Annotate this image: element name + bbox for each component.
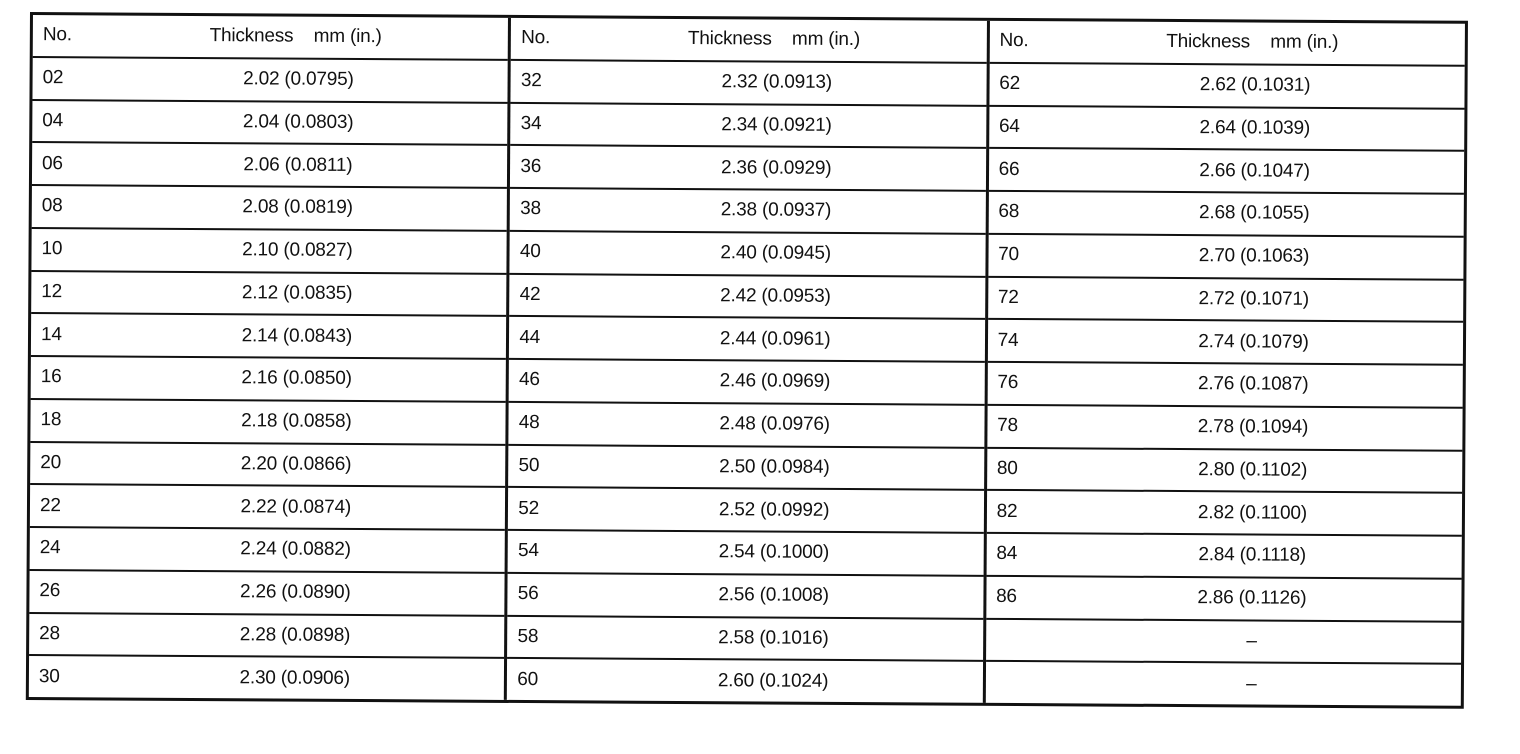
table-row [509,360,985,406]
cell-thickness: 2.30 (0.0906) [239,666,351,689]
table-row [32,101,508,147]
cell-thickness: 2.54 (0.1000) [718,541,830,564]
cell-no: 30 [38,665,60,687]
table-row [508,488,984,534]
table-row [31,357,507,403]
table-row [30,528,506,574]
cell-no: 46 [519,369,540,391]
cell-no: 72 [997,286,1019,308]
cell-no: 32 [520,70,542,92]
table-row [987,406,1463,452]
table-panel-3 [982,21,1464,706]
table-panel-2 [504,18,986,703]
cell-no: 60 [517,668,539,690]
cell-thickness: 2.02 (0.0795) [243,68,354,91]
cell-no: 70 [998,244,1019,266]
cell-no: 82 [996,500,1018,522]
table-row [989,106,1465,152]
cell-thickness: 2.52 (0.0992) [718,498,830,521]
table-header-row [33,15,509,61]
cell-no: 06 [42,152,63,174]
cell-thickness: 2.70 (0.1063) [1198,245,1310,267]
cell-thickness: 2.56 (0.1008) [718,584,829,607]
table-row [30,485,506,531]
cell-no: 64 [998,115,1020,137]
cell-no: 80 [996,457,1018,479]
table-row [31,229,507,275]
cell-no: 12 [41,280,63,303]
cell-no: 34 [520,112,542,135]
table-row [509,317,985,363]
cell-no [986,640,1076,641]
cell-thickness: 2.32 (0.0913) [721,71,833,94]
table-row [986,491,1462,537]
cell-thickness: 2.28 (0.0898) [239,624,351,646]
cell-no: 44 [519,326,541,348]
cell-thickness: 2.80 (0.1102) [1198,459,1308,481]
table-row [509,274,985,320]
table-row [30,443,506,489]
cell-no: 38 [520,198,541,220]
table-row [508,445,984,491]
table-row [989,64,1465,110]
cell-thickness: 2.48 (0.0976) [719,413,830,436]
column-header-no: No. [42,24,72,46]
table-row [511,61,987,107]
cell-thickness: 2.46 (0.0969) [719,370,831,393]
cell-no: 08 [41,195,63,217]
cell-thickness: 2.22 (0.0874) [240,495,352,518]
cell-no: 26 [39,580,61,602]
table-header-row [989,21,1465,67]
cell-no: 68 [998,201,1020,223]
table-row [510,146,986,192]
cell-thickness: 2.86 (0.1126) [1197,587,1307,609]
table-row [510,232,986,278]
table-row [510,189,986,235]
cell-thickness: 2.06 (0.0811) [243,153,353,176]
cell-thickness: 2.18 (0.0858) [241,410,352,433]
table-row [508,531,984,577]
cell-thickness: 2.74 (0.1079) [1198,330,1309,353]
cell-thickness: 2.38 (0.0937) [720,199,832,222]
cell-thickness: 2.64 (0.1039) [1199,117,1311,139]
cell-no: 10 [41,238,63,260]
cell-no: 66 [998,158,1020,180]
cell-no: 14 [40,323,62,345]
cell-thickness: 2.60 (0.1024) [717,669,829,692]
table-row [29,656,505,700]
cell-thickness: 2.82 (0.1100) [1197,501,1308,524]
column-header-thickness: Thickness mm (in.) [1166,31,1339,54]
cell-no: 78 [997,415,1018,437]
cell-no: 04 [42,109,64,132]
table-row [988,277,1464,323]
cell-thickness: 2.42 (0.0953) [720,285,831,307]
cell-thickness: 2.36 (0.0929) [720,156,832,179]
table-row [507,616,983,662]
table-panel-1 [29,15,508,700]
table-row [509,403,985,449]
cell-no [986,682,1076,683]
table-row [508,574,984,620]
cell-no: 16 [40,366,62,388]
table-row [30,400,506,446]
shim-thickness-table [26,12,1468,709]
cell-thickness: 2.10 (0.0827) [242,239,353,262]
table-row [988,235,1464,281]
table-row [29,614,505,660]
table-row [32,58,508,104]
cell-no: 74 [997,329,1019,351]
cell-no: 22 [39,494,61,516]
table-row [988,320,1464,366]
table-row [985,662,1461,706]
cell-thickness: 2.04 (0.0803) [242,111,354,133]
cell-no: 76 [997,372,1019,394]
column-header-no: No. [521,27,551,49]
column-header-thickness: Thickness mm (in.) [687,28,861,51]
table-header-row [511,18,987,64]
cell-no: 48 [518,412,540,434]
cell-no: 24 [39,537,61,559]
cell-no: 42 [519,283,541,305]
cell-thickness: 2.84 (0.1118) [1198,544,1307,567]
table-row [31,314,507,360]
cell-thickness: 2.24 (0.0882) [240,538,351,561]
cell-thickness: 2.20 (0.0866) [240,453,352,475]
cell-no: 84 [996,543,1018,565]
column-header-thickness: Thickness mm (in.) [209,25,382,48]
table-row [986,577,1462,623]
cell-thickness: 2.68 (0.1055) [1198,202,1310,225]
cell-thickness: 2.62 (0.1031) [1199,74,1311,96]
cell-no: 40 [519,241,541,263]
cell-thickness: 2.76 (0.1087) [1197,373,1309,396]
table-row [31,272,507,318]
cell-thickness: 2.72 (0.1071) [1198,288,1310,310]
cell-no: 86 [996,586,1017,608]
cell-thickness: 2.66 (0.1047) [1199,159,1310,182]
table-row [32,143,508,189]
table-row [988,192,1464,238]
cell-thickness: 2.26 (0.0890) [239,581,351,604]
cell-thickness: 2.40 (0.0945) [720,242,831,265]
cell-no: 50 [518,454,540,476]
cell-no: 02 [42,67,64,89]
table-row [511,103,987,149]
table-row [987,448,1463,494]
cell-no: 52 [518,497,540,519]
cell-thickness: 2.16 (0.0850) [241,367,352,390]
cell-no: 56 [517,583,539,605]
cell-thickness: 2.50 (0.0984) [719,456,830,478]
cell-thickness: 2.08 (0.0819) [242,196,353,219]
cell-thickness: 2.14 (0.0843) [241,324,353,347]
table-row [32,186,508,232]
cell-thickness: 2.34 (0.0921) [721,114,832,136]
table-row [987,363,1463,409]
cell-no: 18 [40,409,62,431]
cell-no: 62 [999,73,1021,95]
cell-no: 20 [40,451,62,474]
cell-thickness: 2.58 (0.1016) [718,627,829,649]
cell-thickness: 2.44 (0.0961) [719,327,831,350]
cell-no: 58 [517,625,539,647]
cell-thickness: – [1246,673,1257,695]
cell-thickness: 2.12 (0.0835) [241,282,353,304]
table-row [986,619,1462,665]
table-row [29,571,505,617]
cell-no: 36 [520,155,542,177]
cell-thickness: – [1246,630,1257,652]
cell-no: 54 [517,540,539,562]
column-header-no: No. [999,30,1029,52]
table-row [507,659,983,703]
cell-no: 28 [39,622,61,645]
table-row [986,534,1462,580]
cell-thickness: 2.78 (0.1094) [1197,416,1309,438]
table-row [989,149,1465,195]
